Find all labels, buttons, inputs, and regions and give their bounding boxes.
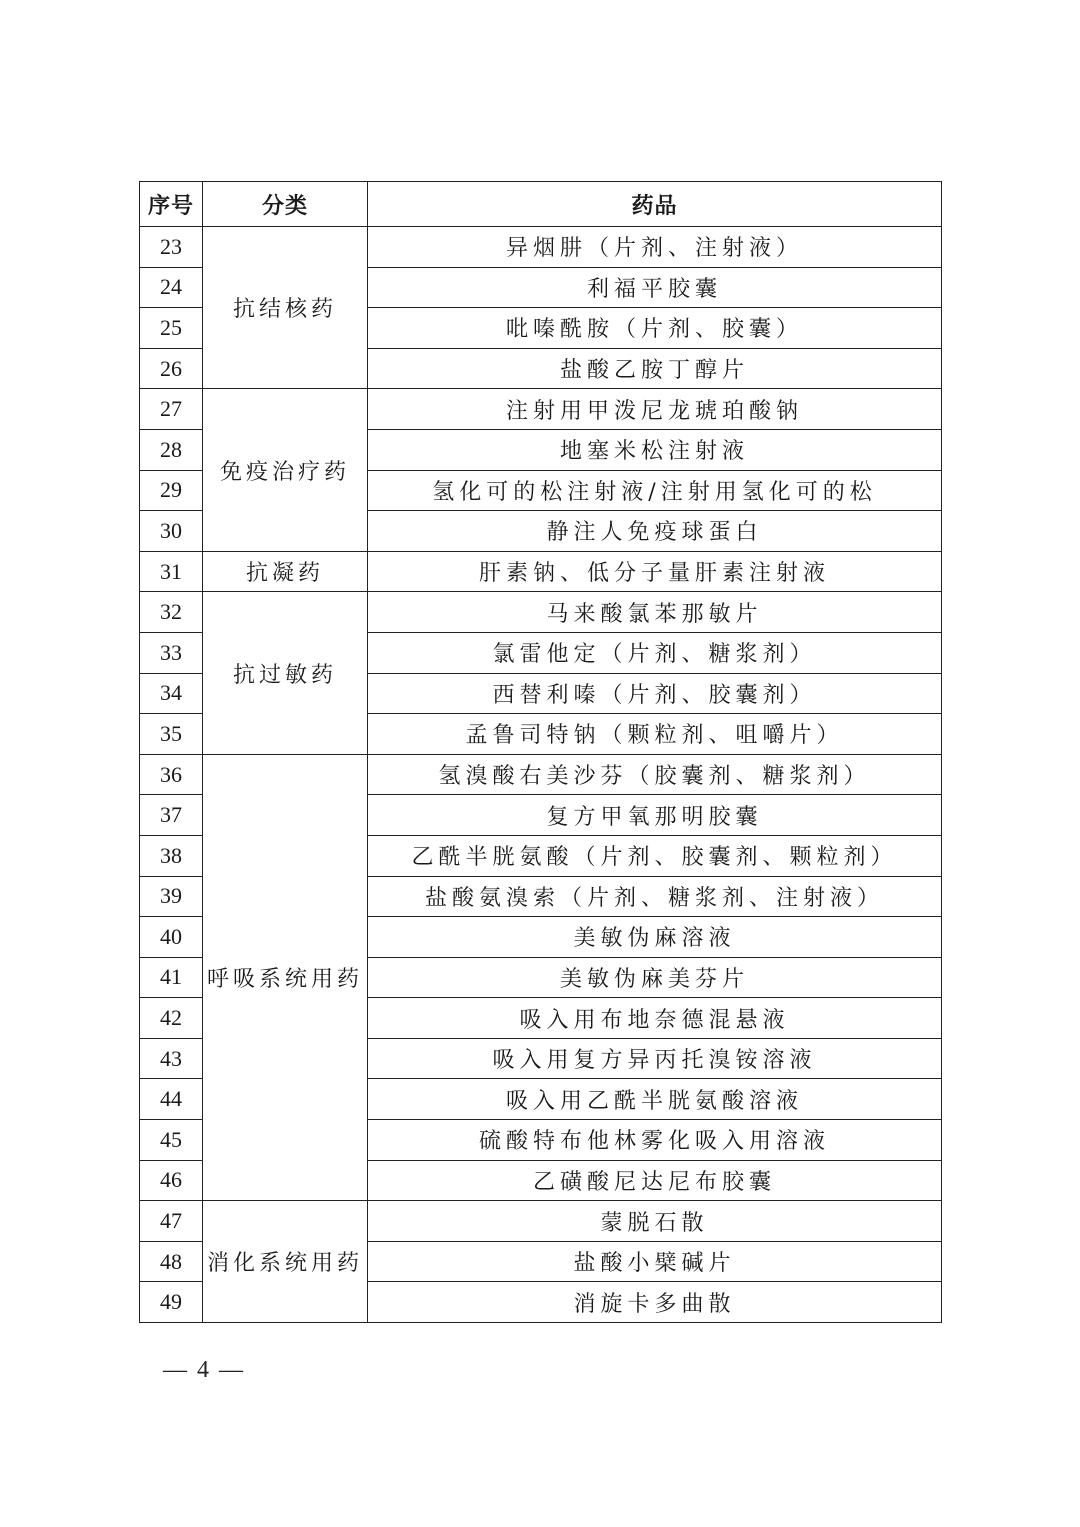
drug-name-cell: 肝素钠、低分子量肝素注射液 [368, 551, 942, 592]
drug-name-cell: 氢溴酸右美沙芬（胶囊剂、糖浆剂） [368, 754, 942, 795]
drug-name-cell: 地塞米松注射液 [368, 429, 942, 470]
serial-number-cell: 35 [140, 714, 203, 755]
table-body [140, 227, 942, 1323]
table-row [140, 592, 942, 633]
header-drug: 药品 [368, 182, 942, 227]
serial-number-cell: 32 [140, 592, 203, 633]
serial-number-cell: 43 [140, 1038, 203, 1079]
serial-number-cell: 24 [140, 267, 203, 308]
serial-number-cell: 44 [140, 1079, 203, 1120]
serial-number-cell: 42 [140, 998, 203, 1039]
drug-name-cell: 吸入用布地奈德混悬液 [368, 998, 942, 1039]
category-cell: 抗结核药 [203, 227, 368, 389]
serial-number-cell: 45 [140, 1120, 203, 1161]
table-row [140, 754, 942, 795]
serial-number-cell: 33 [140, 632, 203, 673]
drug-name-cell: 注射用甲泼尼龙琥珀酸钠 [368, 389, 942, 430]
drug-name-cell: 氯雷他定（片剂、糖浆剂） [368, 632, 942, 673]
drug-name-cell: 盐酸小檗碱片 [368, 1241, 942, 1282]
serial-number-cell: 29 [140, 470, 203, 511]
serial-number-cell: 37 [140, 795, 203, 836]
drug-list-table [139, 181, 942, 1323]
serial-number-cell: 23 [140, 227, 203, 268]
serial-number-cell: 27 [140, 389, 203, 430]
serial-number-cell: 39 [140, 876, 203, 917]
serial-number-cell: 25 [140, 308, 203, 349]
drug-name-cell: 氢化可的松注射液/注射用氢化可的松 [368, 470, 942, 511]
serial-number-cell: 46 [140, 1160, 203, 1201]
drug-name-cell: 异烟肼（片剂、注射液） [368, 227, 942, 268]
table-row [140, 551, 942, 592]
header-serial-number: 序号 [140, 182, 203, 227]
page-number: — 4 — [163, 1357, 245, 1383]
drug-name-cell: 吸入用乙酰半胱氨酸溶液 [368, 1079, 942, 1120]
serial-number-cell: 28 [140, 429, 203, 470]
serial-number-cell: 26 [140, 348, 203, 389]
serial-number-cell: 40 [140, 917, 203, 958]
drug-name-cell: 盐酸氨溴索（片剂、糖浆剂、注射液） [368, 876, 942, 917]
serial-number-cell: 30 [140, 511, 203, 552]
drug-name-cell: 吡嗪酰胺（片剂、胶囊） [368, 308, 942, 349]
table-row [140, 1201, 942, 1242]
serial-number-cell: 31 [140, 551, 203, 592]
drug-name-cell: 西替利嗪（片剂、胶囊剂） [368, 673, 942, 714]
drug-name-cell: 盐酸乙胺丁醇片 [368, 348, 942, 389]
drug-name-cell: 马来酸氯苯那敏片 [368, 592, 942, 633]
serial-number-cell: 38 [140, 835, 203, 876]
table-header-row [140, 182, 942, 227]
drug-name-cell: 消旋卡多曲散 [368, 1282, 942, 1323]
drug-name-cell: 静注人免疫球蛋白 [368, 511, 942, 552]
drug-name-cell: 孟鲁司特钠（颗粒剂、咀嚼片） [368, 714, 942, 755]
drug-name-cell: 美敏伪麻美芬片 [368, 957, 942, 998]
drug-name-cell: 蒙脱石散 [368, 1201, 942, 1242]
category-cell: 抗凝药 [203, 551, 368, 592]
category-cell: 消化系统用药 [203, 1201, 368, 1323]
category-cell: 免疫治疗药 [203, 389, 368, 551]
drug-name-cell: 硫酸特布他林雾化吸入用溶液 [368, 1120, 942, 1161]
header-category: 分类 [203, 182, 368, 227]
serial-number-cell: 47 [140, 1201, 203, 1242]
serial-number-cell: 36 [140, 754, 203, 795]
drug-name-cell: 复方甲氧那明胶囊 [368, 795, 942, 836]
serial-number-cell: 41 [140, 957, 203, 998]
serial-number-cell: 34 [140, 673, 203, 714]
serial-number-cell: 49 [140, 1282, 203, 1323]
drug-name-cell: 吸入用复方异丙托溴铵溶液 [368, 1038, 942, 1079]
drug-name-cell: 乙磺酸尼达尼布胶囊 [368, 1160, 942, 1201]
category-cell: 呼吸系统用药 [203, 754, 368, 1201]
drug-name-cell: 乙酰半胱氨酸（片剂、胶囊剂、颗粒剂） [368, 835, 942, 876]
category-cell: 抗过敏药 [203, 592, 368, 754]
table-row [140, 227, 942, 268]
serial-number-cell: 48 [140, 1241, 203, 1282]
drug-name-cell: 利福平胶囊 [368, 267, 942, 308]
drug-name-cell: 美敏伪麻溶液 [368, 917, 942, 958]
table-row [140, 389, 942, 430]
